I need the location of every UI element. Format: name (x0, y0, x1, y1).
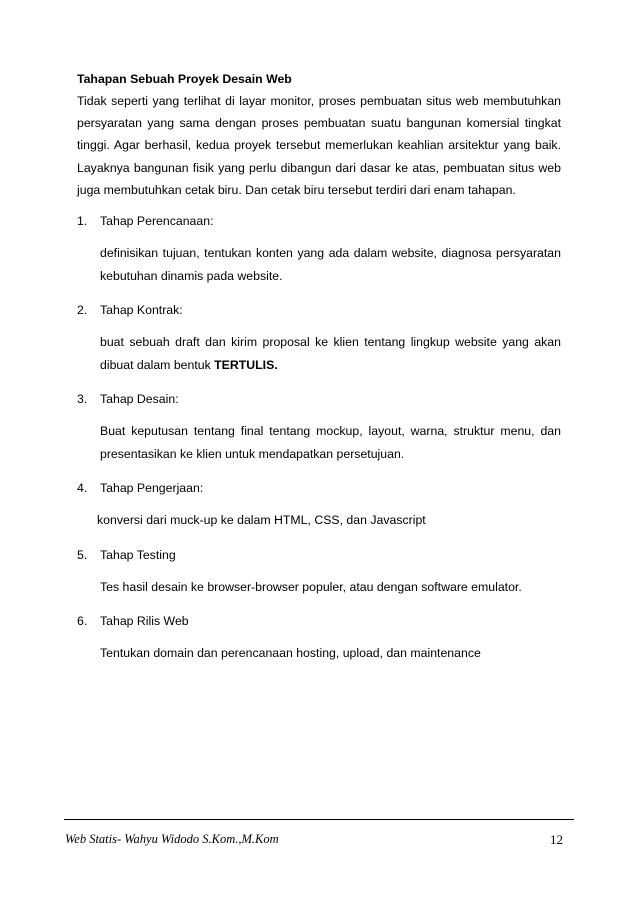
step-number: 4. (77, 481, 88, 496)
page-content (77, 68, 561, 677)
list-item (77, 610, 561, 665)
step-description: Buat keputusan tentang final tentang mockup, layout, warna, struktur menu, dan presentasikan ke klien untuk mendapatkan persetujuan. (100, 424, 561, 461)
step-heading-row (77, 388, 561, 410)
steps-list (77, 210, 561, 665)
step-description: Tentukan domain dan perencanaan hosting, upload, dan maintenance (100, 646, 481, 661)
step-description-text: buat sebuah draft dan kirim proposal ke klien tentang lingkup website yang akan dibuat dalam bentuk (100, 335, 561, 372)
step-description (100, 331, 561, 376)
step-number: 5. (77, 547, 88, 562)
intro-paragraph: Tidak seperti yang terlihat di layar monitor, proses pembuatan situs web membutuhkan persyaratan yang sama dengan proses pembuatan suatu bangunan komersial tingkat tinggi. Agar berhasil, kedua proyek tersebut memerlukan keahlian arsitektur yang baik. Layaknya bangunan fisik yang perlu dibangun dari dasar ke atas, pembuatan situs web juga membutuhkan cetak biru. Dan cetak biru tersebut terdiri dari enam tahapan. (77, 94, 561, 197)
step-heading-row (77, 299, 561, 321)
step-heading-row (77, 477, 561, 499)
step-heading: Tahap Rilis Web (100, 614, 189, 629)
section-title: Tahapan Sebuah Proyek Desain Web (77, 72, 292, 86)
step-heading: Tahap Desain: (100, 392, 179, 407)
list-item (77, 299, 561, 376)
step-heading: Tahap Perencanaan: (100, 214, 214, 229)
footer-divider (64, 819, 574, 820)
step-description: definisikan tujuan, tentukan konten yang ada dalam website, diagnosa persyaratan kebutuhan dinamis pada website. (100, 246, 561, 283)
footer-author: Web Statis- Wahyu Widodo S.Kom.,M.Kom (65, 832, 279, 846)
step-heading-row (77, 544, 561, 566)
step-heading-row (77, 210, 561, 232)
step-heading-row (77, 610, 561, 632)
step-number: 2. (77, 303, 88, 318)
step-heading: Tahap Testing (100, 547, 176, 562)
step-emphasis: TERTULIS. (214, 357, 278, 372)
list-item (77, 388, 561, 465)
page-number: 12 (550, 832, 563, 847)
step-heading: Tahap Pengerjaan: (100, 481, 204, 496)
list-item (77, 544, 561, 599)
step-number: 3. (77, 392, 88, 407)
list-item (77, 477, 561, 532)
step-description: Tes hasil desain ke browser-browser populer, atau dengan software emulator. (100, 579, 522, 594)
step-heading: Tahap Kontrak: (100, 303, 183, 318)
step-description: konversi dari muck-up ke dalam HTML, CSS, dan Javascript (97, 513, 426, 528)
step-number: 6. (77, 614, 88, 629)
list-item (77, 210, 561, 287)
step-number: 1. (77, 214, 88, 229)
